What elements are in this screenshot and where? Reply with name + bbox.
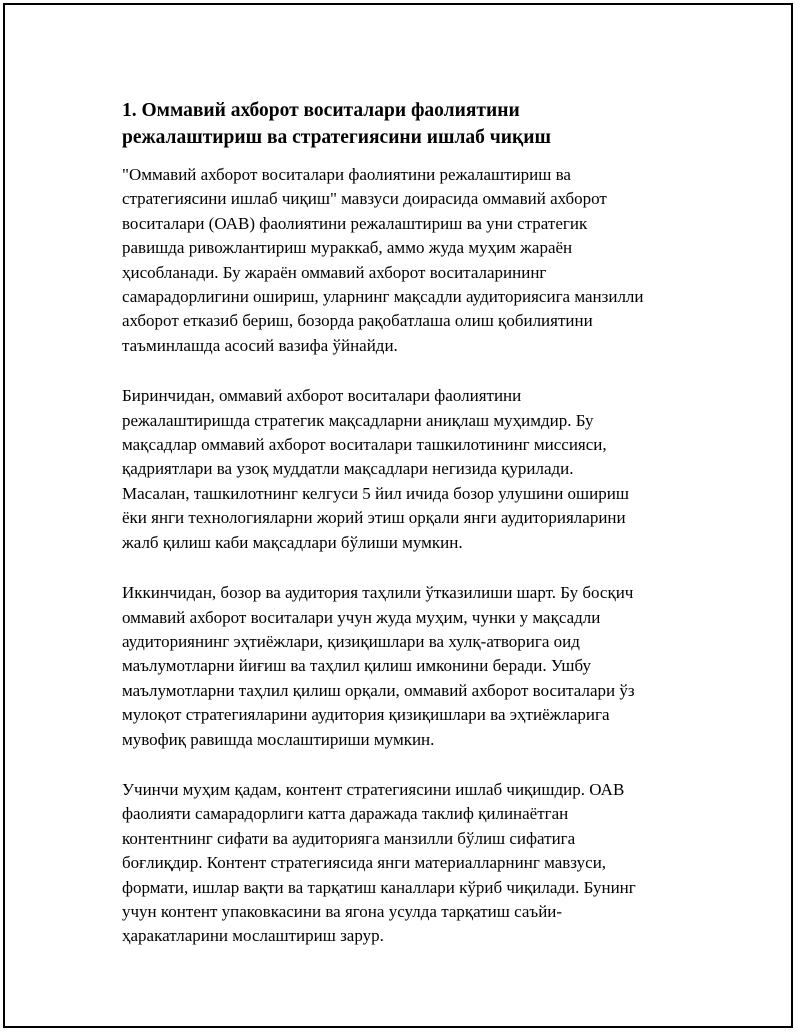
paragraph-second-point — [122, 581, 697, 752]
text-line: боғлиқдир. Контент стратегиясида янги материалларнинг мавзуси, — [122, 853, 607, 873]
text-line: формати, ишлар вақти ва тарқатиш каналлари кўриб чиқилади. Бунинг — [122, 877, 636, 897]
text-line: аудиториянинг эҳтиёжлари, қизиқишлари ва хулқ-атворига оид — [122, 631, 580, 651]
text-line: жалб қилиш каби мақсадлари бўлиши мумкин. — [122, 532, 463, 552]
heading-line: режалаштириш ва стратегиясини ишлаб чиқиш — [122, 127, 551, 148]
text-line: ахборот етказиб бериш, бозорда рақобатлаша олиш қобилиятини — [122, 311, 593, 331]
text-line: самарадорлигини ошириш, уларнинг мақсадли аудиториясига манзилли — [122, 287, 644, 307]
text-line: мувофиқ равишда мослаштириши мумкин. — [122, 729, 435, 749]
text-line: мулоқот стратегияларини аудитория қизиқишлари ва эҳтиёжларига — [122, 705, 610, 725]
paragraph-third-point — [122, 778, 697, 949]
text-line: учун контент упаковкасини ва ягона усулда тарқатиш саъйи- — [122, 901, 563, 921]
text-line: ҳисобланади. Бу жараён оммавий ахборот воситаларининг — [122, 262, 547, 282]
text-line: режалаштиришда стратегик мақсадларни аниқлаш муҳимдир. Бу — [122, 410, 594, 430]
text-line: воситалари (ОАВ) фаолиятини режалаштириш ва уни стратегик — [122, 213, 588, 233]
text-line: "Оммавий ахборот воситалари фаолиятини режалаштириш ва — [122, 165, 571, 184]
text-line: стратегиясини ишлаб чиқиш" мавзуси доирасида оммавий ахборот — [122, 189, 607, 209]
section-heading — [122, 97, 697, 151]
heading-line: 1. Оммавий ахборот воситалари фаолиятини — [122, 100, 520, 121]
text-line: Биринчидан, оммавий ахборот воситалари фаолиятини — [122, 386, 522, 406]
text-line: оммавий ахборот воситалари учун жуда муҳим, чунки у мақсадли — [122, 607, 601, 627]
document-content — [122, 97, 697, 975]
text-line: ҳаракатларини мослаштириш зарур. — [122, 926, 384, 946]
text-line: Учинчи муҳим қадам, контент стратегиясини ишлаб чиқишдир. ОАВ — [122, 779, 625, 799]
text-line: қадриятлари ва узоқ муддатли мақсадлари негизида қурилади. — [122, 459, 574, 479]
paragraph-first-point — [122, 384, 697, 555]
text-line: таъминлашда асосий вазифа ўйнайди. — [122, 335, 398, 355]
text-line: мақсадлар оммавий ахборот воситалари ташкилотининг миссияси, — [122, 435, 607, 455]
text-line: Масалан, ташкилотнинг келгуси 5 йил ичида бозор улушини ошириш — [122, 483, 629, 503]
text-line: равишда ривожлантириш мураккаб, аммо жуда муҳим жараён — [122, 238, 573, 258]
text-line: маълумотларни таҳлил қилиш орқали, оммавий ахборот воситалари ўз — [122, 680, 635, 700]
text-line: Иккинчидан, бозор ва аудитория таҳлили ўтказилиши шарт. Бу босқич — [122, 583, 634, 603]
text-line: контентнинг сифати ва аудиторияга манзилли бўлиш сифатига — [122, 828, 576, 848]
text-line: маълумотларни йиғиш ва таҳлил қилиш имконини беради. Ушбу — [122, 656, 592, 676]
text-line: ёки янги технологияларни жорий этиш орқали янги аудиторияларини — [122, 508, 626, 528]
page-frame — [3, 3, 793, 1028]
text-line: фаолияти самарадорлиги катта даражада таклиф қилинаётган — [122, 804, 569, 824]
paragraph-intro — [122, 163, 697, 358]
